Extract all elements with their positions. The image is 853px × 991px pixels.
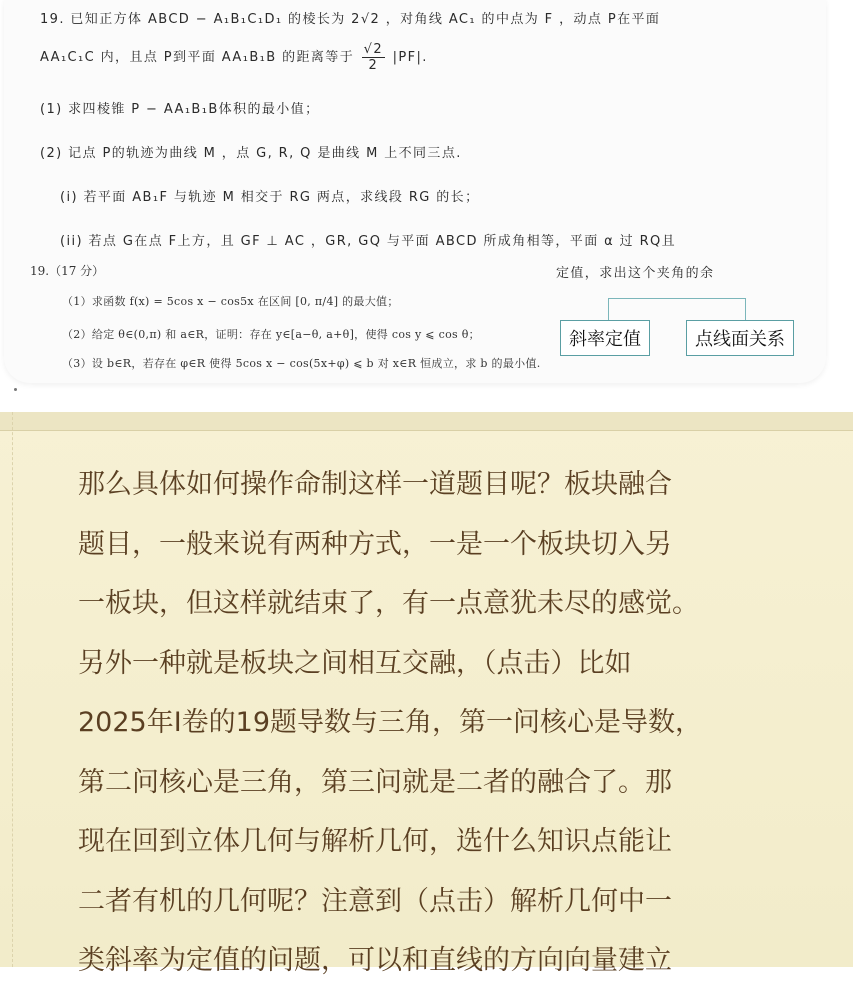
paragraph-line: 那么具体如何操作命制这样一道题目呢？板块融合 — [78, 469, 672, 500]
problem-image — [0, 0, 853, 410]
fraction-numerator: √2 — [363, 42, 384, 57]
problem-19b-q2: （2）给定 θ∈(0,π) 和 a∈R，证明：存在 y∈[a−θ, a+θ]，使得 cos y ⩽ cos θ； — [62, 328, 480, 341]
tag-point-line-plane: 点线面关系 — [686, 320, 794, 356]
problem-19-line2 — [40, 42, 428, 73]
paragraph-line: 另外一种就是板块之间相互交融，（点击）比如 — [78, 647, 632, 679]
problem-19-line1: 19. 已知正方体 ABCD − A₁B₁C₁D₁ 的棱长为 2√2 ，对角线 AC₁ 的中点为 F ，动点 P在平面 — [40, 12, 661, 27]
paragraph-line: 一板块，但这样就结束了，有一点意犹未尽的感觉。 — [78, 588, 699, 619]
paragraph-line: 类斜率为定值的问题，可以和直线的方向向量建立 — [78, 945, 672, 976]
problem-19-part2-ii-cont: 定值，求出这个夹角的余 — [556, 266, 715, 281]
fraction — [362, 42, 385, 73]
explanation-paragraph — [78, 455, 843, 991]
problem-19b-q1: （1）求函数 f(x) = 5cos x − cos5x 在区间 [0, π/4] 的最大值； — [62, 295, 399, 308]
paragraph-line: 现在回到立体几何与解析几何，选什么知识点能让 — [78, 826, 672, 857]
line2-pre: AA₁C₁C 内，且点 P到平面 AA₁B₁B 的距离等于 — [40, 50, 355, 65]
decorative-dot — [14, 388, 17, 391]
tag-slope-constant: 斜率定值 — [560, 320, 650, 356]
paragraph-line: 二者有机的几何呢？注意到（点击）解析几何中一 — [78, 885, 672, 917]
paragraph-line: 2025年I卷的19题导数与三角，第一问核心是导数， — [78, 707, 703, 738]
problem-19-part2-ii: (ii) 若点 G在点 F上方，且 GF ⊥ AC ，GR, GQ 与平面 ABCD 所成角相等，平面 α 过 RQ且 — [60, 234, 677, 249]
paragraph-line: 第二问核心是三角，第三问就是二者的融合了。那 — [78, 766, 672, 798]
problem-19-part2-i: (i) 若平面 AB₁F 与轨迹 M 相交于 RG 两点，求线段 RG 的长； — [60, 190, 480, 205]
problem-19-part1: (1) 求四棱锥 P − AA₁B₁B体积的最小值； — [40, 102, 320, 117]
problem-19b-q3: （3）设 b∈R，若存在 φ∈R 使得 5cos x − cos(5x+φ) ⩽ b 对 x∈R 恒成立，求 b 的最小值. — [62, 357, 541, 370]
paragraph-line: 题目，一般来说有两种方式，一是一个板块切入另 — [78, 528, 672, 560]
problem-19-part2: (2) 记点 P的轨迹为曲线 M ，点 G, R, Q 是曲线 M 上不同三点. — [40, 146, 462, 161]
line2-post: |PF|. — [392, 50, 428, 65]
problem-19b-header: 19.（17 分） — [30, 264, 105, 278]
fraction-denominator: 2 — [368, 58, 379, 73]
